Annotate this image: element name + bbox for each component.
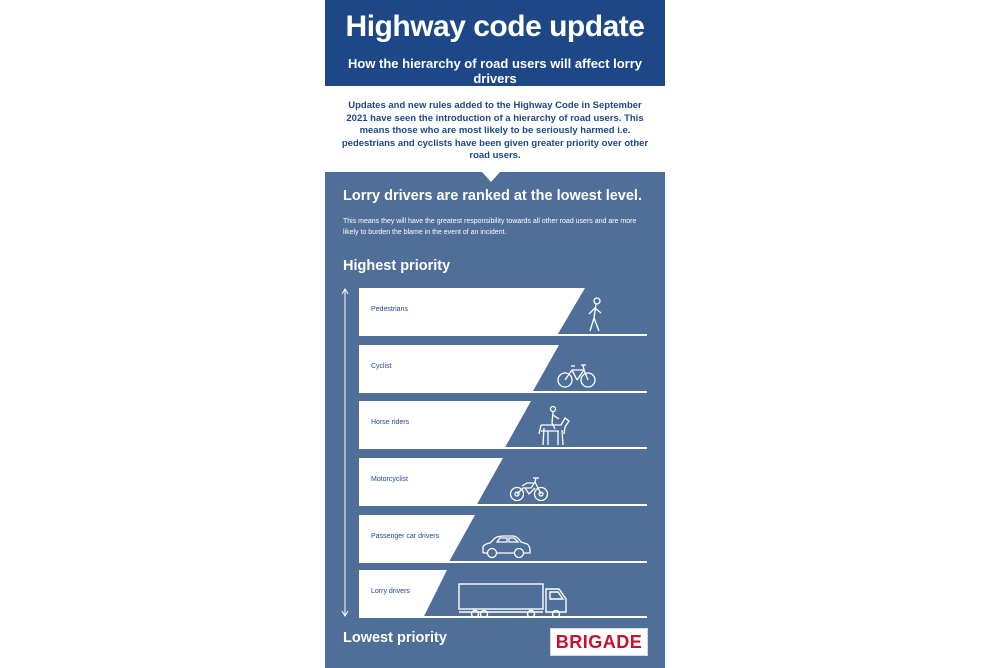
tier-baseline [359,504,647,506]
tier-label: Cyclist [371,363,392,370]
tier-baseline [359,334,647,336]
tier-baseline [359,561,647,563]
tier-label: Pedestrians [371,306,408,313]
page-title: Highway code update [345,10,645,43]
infographic [325,0,665,668]
tier-lorry-drivers [325,570,665,618]
section-heading: Lorry drivers are ranked at the lowest level. [343,188,642,204]
lorry-icon [455,570,573,618]
logo-text: BRIGADE [555,632,643,652]
tier-label: Passenger car drivers [371,533,440,540]
brigade-logo [550,628,648,656]
intro-text: Updates and new rules added to the Highway Code in September 2021 have seen the introduction of a hierarchy of road users. This means those who are most likely to be seriously harmed i.e. pedestrians and cyclists have been given greater priority over other road users. [341,100,649,161]
tier-baseline [359,391,647,393]
pedestrian-icon [583,288,609,334]
tier-pedestrians [325,288,665,336]
car-icon [480,515,532,561]
tier-label: Motorcyclist [371,476,408,483]
tier-label: Horse riders [371,419,410,426]
tier-label: Lorry drivers [371,588,410,595]
lowest-priority-label: Lowest priority [343,630,447,646]
tier-baseline [359,616,647,618]
tier-cyclist [325,345,665,393]
motorcycle-icon [509,458,549,504]
tier-baseline [359,447,647,449]
section-text: This means they will have the greatest responsibility towards all other road users and are more likely to burden the blame in the event of an incident. [343,218,637,236]
horse-rider-icon [535,401,575,447]
highest-priority-label: Highest priority [343,258,451,274]
tier-passenger-car-drivers [325,515,665,563]
hierarchy-tiers [325,0,665,668]
bicycle-icon [557,345,597,391]
tier-horse-riders [325,401,665,449]
page-subtitle: How the hierarchy of road users will affect lorry drivers [347,56,643,86]
tier-motorcyclist [325,458,665,506]
